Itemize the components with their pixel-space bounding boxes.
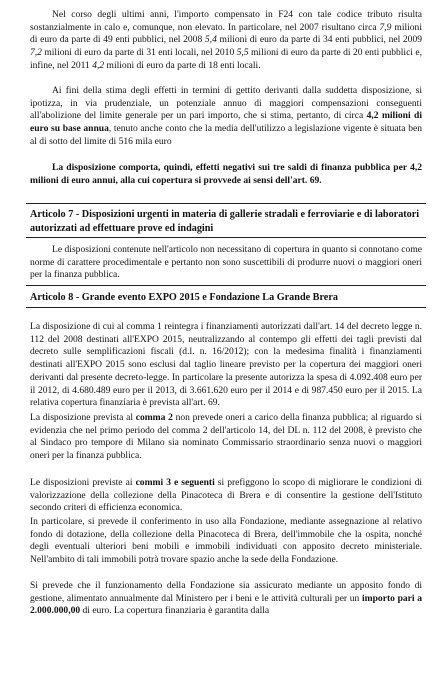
paragraph-f24-compensations: Nel corso degli ultimi anni, l'importo compensato in F24 con tale codice tributo risulta sostanzialmente in calo e, comunque, non elevato. In particolare, nel 2007 risultano circa 7,9 milioni di euro da parte di 49 enti pubblici, nel 2008 5,4 milioni di euro da parte di 34 enti pubblici, nel 2009 7,2 milioni di euro da parte di 31 enti locali, nel 2010 5,5 milioni di euro da parte di 20 enti pubblici e, infine, nel 2011 4,2 milioni di euro da parte di 18 enti locali. <box>30 9 422 71</box>
article-7-body: Le disposizioni contenute nell'articolo non necessitano di copertura in quanto si connotano come norme di carattere procedimentale e pertanto non sono suscettibili di produrre nuovi o maggiori oneri per la finanza pubblica. <box>30 244 422 281</box>
article-8-paragraph-fondazione: In particolare, si prevede il conferimento in uso alla Fondazione, mediante assegnazione al relativo fondo di dotazione, della collezione della Pinacoteca di Brera, dell'immobile che la ospita, nonché degli eventuali ulteriori beni mobili e immobili individuati con apposito decreto ministeriale. Nell'ambito di tali immobili potrà trovare spazio anche la sede della Fondazione. <box>30 516 422 566</box>
section-divider <box>26 237 426 238</box>
paragraph-negative-effects: La disposizione comporta, quindi, effetti negativi sui tre saldi di finanza pubblica per 4,2 milioni di euro annui, alla cui copertura si provvede ai sensi dell'art. 69. <box>30 162 422 186</box>
article-8-paragraph-comma-1: La disposizione di cui al comma 1 reintegra i finanziamenti autorizzati dall'art. 14 del decreto legge n. 112 del 2008 destinati all'EXPO 2015, neutralizzando al contempo gli effetti dei tagli previsti dal decreto sulle semplificazioni fiscali (d.l. n. 16/2012); con la medesima finalità i finanziamenti destinati all'EXPO 2015 sono esclusi dal taglio lineare previsto per la copertura dei maggiori oneri derivanti dal presente decreto-legge. In particolare la presente autorizza la spesa di 4.092.408 euro per il 2012, di 4.680.489 euro per il 2013, di 3.661.620 euro per il 2014 e di 987.450 euro per il 2015. La relativa copertura finanziaria è prevista all'art. 69. <box>30 321 422 409</box>
section-divider <box>26 203 426 204</box>
section-divider <box>26 307 426 308</box>
article-8-heading: Articolo 8 - Grande evento EXPO 2015 e Fondazione La Grande Brera <box>30 292 338 303</box>
article-8-paragraph-comma-2: La disposizione prevista al comma 2 non prevede oneri a carico della finanza pubblica; al riguardo si evidenzia che nel primo periodo del comma 2 dell'articolo 14, del DL n. 112 del 2008, è previsto che al Sindaco pro tempore di Milano sia nominato Commissario straordinario senza nuovi o maggiori oneri per la finanza pubblica. <box>30 412 422 462</box>
paragraph-estimate: Ai fini della stima degli effetti in termini di gettito derivanti dalla suddetta disposizione, si ipotizza, in via prudenziale, un potenziale annuo di maggiori compensazioni conseguenti all'abolizione del limite generale per un pari importo, che si stima, pertanto, di circa 4,2 milioni di euro su base annua, tenuto anche conto che la media dell'utilizzo a legislazione vigente è situata ben al di sotto del limite di 516 mila euro <box>30 85 422 147</box>
article-8-paragraph-funding: Si prevede che il funzionamento della Fondazione sia assicurato mediante un apposito fondo di gestione, alimentato annualmente dal Ministero per i beni e le attività culturali per un importo pari a 2.000.000,00 di euro. La copertura finanziaria è garantita dalla <box>30 580 422 617</box>
article-7-heading: Articolo 7 - Disposizioni urgenti in materia di gallerie stradali e ferroviarie e di laboratori autorizzati ad effettuare prove ed indagini <box>30 209 420 234</box>
section-divider <box>26 285 426 286</box>
article-8-paragraph-comma-3: Le disposizioni previste ai commi 3 e seguenti si prefiggono lo scopo di migliorare le condizioni di valorizzazione della collezione della Pinacoteca di Brera e di consentire la gestione dell'Istituto secondo criteri di efficienza economica. <box>30 477 423 514</box>
